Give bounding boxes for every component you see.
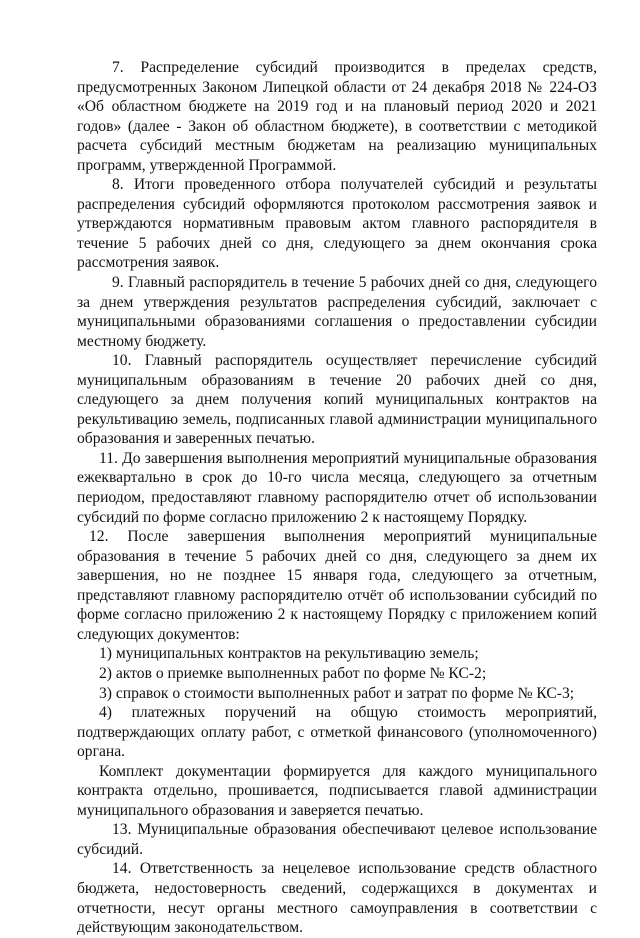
list-item-2: 2) актов о приемке выполненных работ по форме № КС-2;: [99, 664, 487, 682]
paragraph-7: 7. Распределение субсидий производится в пределах средств, предусмотренных Законом Липецкой области от 24 декабря 2018 № 224-ОЗ «Об областном бюджете на 2019 год и на плановый период 2020 и 2021 годов» (далее - Закон об областном бюджете), в соответствии с методикой расчета субсидий местным бюджетам на реализацию муниципальных программ, утвержденной Программой.: [77, 59, 597, 174]
paragraph-13: 13. Муниципальные образования обеспечивают целевое использование субсидий.: [77, 821, 597, 858]
documentation-package-paragraph: Комплект документации формируется для каждого муниципального контракта отдельно, прошивается, подписывается главой администрации муниципального образования и заверяется печатью.: [77, 762, 597, 819]
paragraph-12: 12. После завершения выполнения мероприятий муниципальные образования в течение 5 рабочих дней со дня, следующего за днем их завершения, но не позднее 15 января года, следующего за отчетным, представляют главному распорядителю отчёт об использовании субсидий по форме согласно приложению 2 к настоящему Порядку с приложением копий следующих документов:: [77, 528, 597, 643]
document-page: [77, 58, 597, 938]
paragraph-8: 8. Итоги проведенного отбора получателей субсидий и результаты распределения субсидий оформляются протоколом рассмотрения заявок и утверждаются нормативным правовым актом главного распорядителя в течение 5 рабочих дней со дня, следующего за днем окончания срока рассмотрения заявок.: [77, 176, 597, 272]
paragraph-10: 10. Главный распорядитель осуществляет перечисление субсидий муниципальным образованиям в течение 20 рабочих дней со дня, следующего за днем получения копий муниципальных контрактов на рекультивацию земель, подписанных главой администрации муниципального образования и заверенных печатью.: [77, 352, 597, 448]
paragraph-14: 14. Ответственность за нецелевое использование средств областного бюджета, недостоверность сведений, содержащихся в документах и отчетности, несут органы местного самоуправления в соответствии с действующим законодательством.: [77, 860, 597, 937]
list-item-3: 3) справок о стоимости выполненных работ и затрат по форме № КС-3;: [99, 684, 575, 702]
list-item-1: 1) муниципальных контрактов на рекультивацию земель;: [99, 645, 479, 663]
paragraph-9: 9. Главный распорядитель в течение 5 рабочих дней со дня, следующего за днем утверждения результатов распределения субсидий, заключает с муниципальными образованиями соглашения о предоставлении субсидии местному бюджету.: [77, 274, 597, 350]
list-item-4: 4) платежных поручений на общую стоимость мероприятий, подтверждающих оплату работ, с отметкой финансового (уполномоченного) органа.: [77, 704, 597, 761]
paragraph-11: 11. До завершения выполнения мероприятий муниципальные образования ежеквартально в срок до 10-го числа месяца, следующего за отчетным периодом, предоставляют главному распорядителю отчет об использовании субсидий по форме согласно приложению 2 к настоящему Порядку.: [77, 449, 597, 526]
